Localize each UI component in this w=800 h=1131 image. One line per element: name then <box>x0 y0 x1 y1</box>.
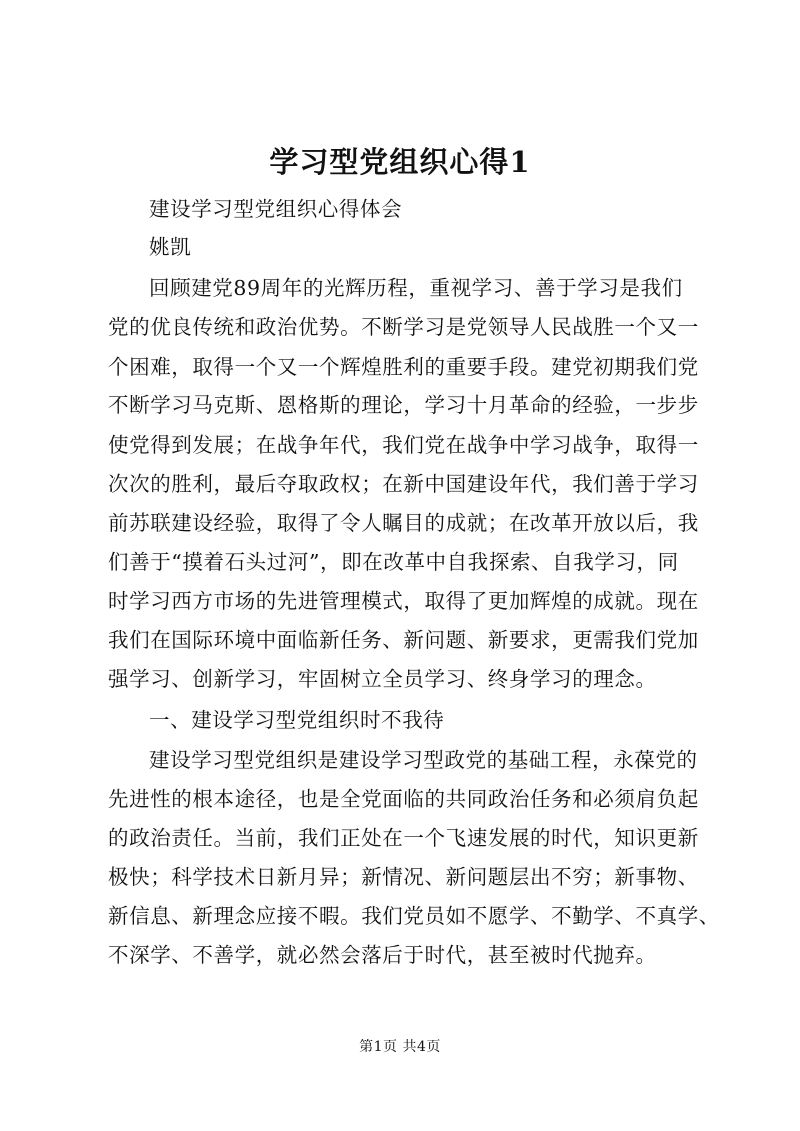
page-number: 第1页 共4页 <box>359 1039 441 1055</box>
paragraph-line: 次次的胜利，最后夺取政权；在新中国建设年代，我们善于学习 <box>108 472 699 496</box>
paragraph-line: 使党得到发展；在战争年代，我们党在战争中学习战争，取得一 <box>108 433 699 457</box>
paragraph-line: 强学习、创新学习，牢固树立全员学习、终身学习的理念。 <box>108 667 657 691</box>
section-heading: 一、建设学习型党组织时不我待 <box>149 708 445 732</box>
paragraph-line: 我们在国际环境中面临新任务、新问题、新要求，更需我们党加 <box>108 628 699 652</box>
paragraph-line: 极快；科学技术日新月异；新情况、新问题层出不穷；新事物、 <box>108 865 699 889</box>
paragraph-line: 个困难，取得一个又一个辉煌胜利的重要手段。建党初期我们党 <box>108 355 699 379</box>
paragraph-line: 不断学习马克斯、恩格斯的理论，学习十月革命的经验，一步步 <box>108 393 699 417</box>
paragraph-line: 回顾建党89周年的光辉历程，重视学习、善于学习是我们 <box>149 276 683 300</box>
paragraph-line: 党的优良传统和政治优势。不断学习是党领导人民战胜一个又一 <box>108 315 699 339</box>
paragraph-line: 的政治责任。当前，我们正处在一个飞速发展的时代，知识更新 <box>108 826 699 850</box>
paragraph-line: 不深学、不善学，就必然会落后于时代，甚至被时代抛弃。 <box>108 943 657 967</box>
paragraph-line: 新信息、新理念应接不暇。我们党员如不愿学、不勤学、不真学、 <box>108 904 720 928</box>
document-subtitle: 建设学习型党组织心得体会 <box>149 197 403 221</box>
author-name: 姚凯 <box>149 235 192 259</box>
paragraph-line: 先进性的根本途径，也是全党面临的共同政治任务和必须肩负起 <box>108 787 699 811</box>
paragraph-line: 前苏联建设经验，取得了令人瞩目的成就；在改革开放以后，我 <box>108 511 699 535</box>
paragraph-line: 们善于“摸着石头过河”，即在改革中自我探索、自我学习，同 <box>108 550 679 574</box>
paragraph-line: 建设学习型党组织是建设学习型政党的基础工程，永葆党的 <box>149 748 698 772</box>
document-title: 学习型党组织心得1 <box>269 145 531 179</box>
paragraph-line: 时学习西方市场的先进管理模式，取得了更加辉煌的成就。现在 <box>108 589 699 613</box>
